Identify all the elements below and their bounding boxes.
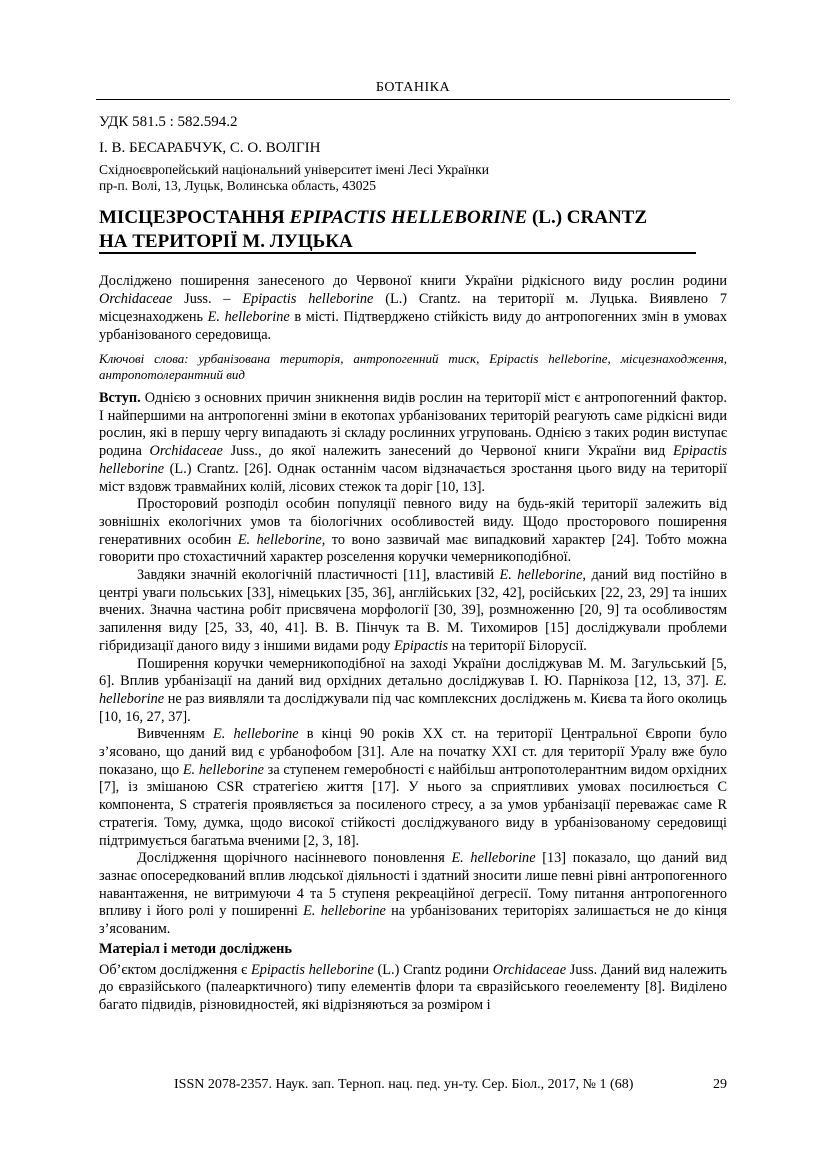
affiliation-institution: Східноєвропейський національний університет імені Лесі Українки: [99, 162, 489, 177]
title-line-2: НА ТЕРИТОРІЇ М. ЛУЦЬКА: [99, 231, 353, 252]
intro-paragraph-5: Вивченням E. helleborine в кінці 90 років XX ст. на території Центральної Європи було з’ясовано, що даний вид є урбанофобом [31]. Але на початку XXI ст. для території Уралу вже було показано, що E. helleborine за ступенем гемеробності є найбільш антропотолерантним видом орхідних [7], із змішаною CSR стратегією життя [17]. У нього за сприятливих умовах посилюється C компонента, S стратегія проявляється за посиленого стресу, а за умов урбанізації переважає саме R стратегія. Тому, думка, щодо високої стійкості досліджуваного виду в урбанізованому середовищі підтримується багатьма вченими [2, 3, 18].: [99, 726, 727, 849]
intro-paragraph-2: Просторовий розподіл особин популяції певного виду на будь-якій території залежить від зовнішніх екологічних умов та біологічних особливостей виду. Щодо просторового поширення генеративних особин E. helleborine, то воно зазвичай має випадковий характер [24]. Тобто можна говорити про стохастичний характер розселення коручки чемерникоподібної.: [99, 496, 727, 566]
page-number: 29: [713, 1077, 727, 1092]
authors: І. В. БЕСАРАБЧУК, С. О. ВОЛГІН: [99, 140, 321, 156]
udc-code: УДК 581.5 : 582.594.2: [99, 114, 238, 130]
methods-paragraph-1: Об’єктом дослідження є Epipactis helleborine (L.) Crantz родини Orchidaceae Juss. Даний вид належить до євразійського (палеарктичного) типу елементів флори та євразійського геоелементу [8]. Виділено багато підвидів, різновидностей, які відрізняються за розміром і: [99, 961, 727, 1013]
journal-citation: ISSN 2078-2357. Наук. зап. Терноп. нац. пед. ун-ту. Сер. Біол., 2017, № 1 (68): [174, 1077, 634, 1092]
article-body: [99, 390, 727, 1015]
intro-paragraph-6: Дослідження щорічного насінневого поновлення E. helleborine [13] показало, що даний вид зазнає опосередкований вплив людської діяльності і здатний зносити лише певні рівні антропогенного навантаження, не витримуючи 4 та 5 ступеня рекреаційної дегресії. Тому питання антропогенного впливу і його ролі у поширенні E. helleborine на урбанізованих територіях залишається не до кінця з’ясованим.: [99, 850, 728, 938]
article-title: [99, 206, 727, 254]
abstract: Досліджено поширення занесеного до Червоної книги України рідкісного виду рослин родини Orchidaceae Juss. – Epipactis helleborine (L.) Crantz. на території м. Луцька. Виявлено 7 місцезнаходжень E. helleborine в місті. Підтверджено стійкість виду до антропогенних змін в умовах урбанізованого середовища.: [99, 273, 728, 343]
title-species: EPIPACTIS HELLEBORINE: [289, 207, 528, 228]
intro-paragraph-4: Поширення коручки чемерникоподібної на заході України досліджував М. М. Загульський [5, 6]. Вплив урбанізації на даний вид орхідних детально досліджував І. Ю. Парнікоза [12, 13, 37]. E. helleborine не раз виявляли та досліджували під час комплексних досліджень м. Києва та його околиць [10, 16, 27, 37].: [99, 655, 727, 725]
intro-paragraph-1: Вступ. Однією з основних причин зникнення видів рослин на території міст є антропогенний фактор. І найпершими на антропогенні зміни в екотопах урбанізованих територій реагують саме рідкісні види рослин, які в першу чергу випадають зі складу рослинних угруповань. Однією з таких родин виступає родина Orchidaceae Juss., до якої належить занесений до Червоної книги України вид Epipactis helleborine (L.) Crantz. [26]. Однак останнім часом відзначається зростання цього виду на території міст вздовж травмайних колій, лісових стежок та доріг [10, 13].: [99, 390, 727, 495]
title-line-1: МІСЦЕЗРОСТАННЯ EPIPACTIS HELLEBORINE (L.) CRANTZ: [99, 207, 648, 228]
intro-label: Вступ.: [99, 390, 141, 406]
section-header: БОТАНІКА: [375, 80, 451, 95]
keywords: Ключові слова: урбанізована територія, антропогенний тиск, Epipactis helleborine, місцезнаходження, антропотолерантний вид: [99, 351, 727, 382]
affiliation-address: пр-п. Волі, 13, Луцьк, Волинська область, 43025: [99, 178, 376, 193]
title-underline: [99, 252, 696, 254]
affiliation: [99, 162, 727, 194]
intro-paragraph-3: Завдяки значній екологічній пластичності [11], властивій E. helleborine, даний вид постійно в центрі уваги польських [33], німецьких [35, 36], англійських [32, 42], російських [22, 23, 29] та інших вчених. Значна частина робіт присвячена морфології [30, 39], розмноженню [20, 9] та особливостям запилення виду [25, 33, 40, 41]. В. В. Пінчук та В. М. Тихомиров [15] досліджували проблеми гібридизації даного виду з іншими видами роду Epipactis на території Білорусії.: [99, 567, 727, 654]
methods-heading: Матеріал і методи досліджень: [99, 940, 292, 957]
header-divider: [96, 99, 730, 100]
